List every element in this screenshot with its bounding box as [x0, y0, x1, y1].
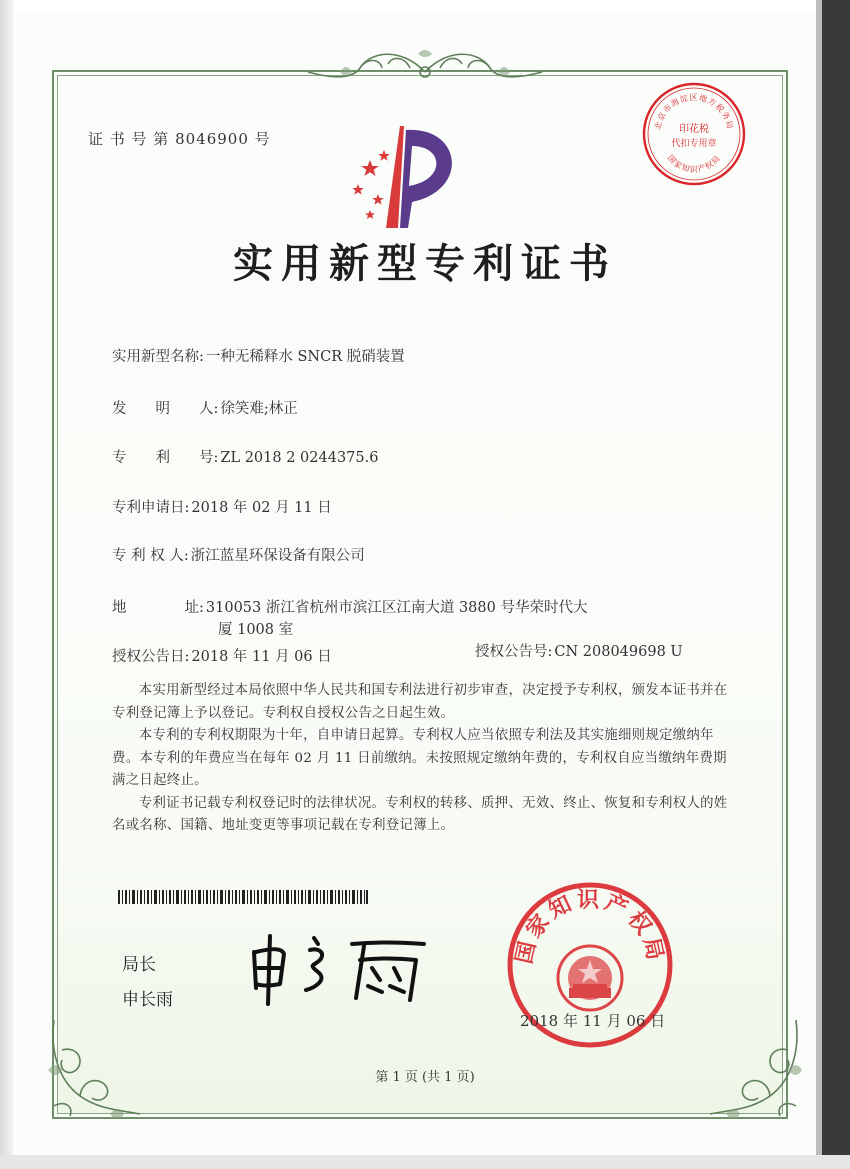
- field-grant-announcement-number: [475, 640, 683, 661]
- field-patent-number: [112, 446, 378, 467]
- field-label: 授权公告号:: [475, 644, 553, 660]
- field-label: 专 利 权 人:: [112, 548, 189, 564]
- field-label: 地 址:: [112, 600, 204, 616]
- handwritten-signature: [248, 930, 438, 1010]
- body-paragraph: 本实用新型经过本局依照中华人民共和国专利法进行初步审查，决定授予专利权，颁发本证书并在专利登记簿上予以登记。专利权自授权公告之日起生效。: [112, 683, 728, 721]
- field-grant-announcement-date: [112, 645, 332, 666]
- scan-edge-bottom: [0, 1155, 850, 1169]
- field-label: 专 利 号:: [112, 450, 219, 466]
- field-value: 一种无稀释水 SNCR 脱硝装置: [205, 349, 405, 365]
- svg-text:国家知识产权局: [512, 888, 668, 966]
- certificate-title: 实用新型专利证书: [233, 240, 617, 287]
- page-footer: 第 1 页 (共 1 页): [375, 1070, 475, 1085]
- field-patentee: [112, 544, 365, 565]
- field-value: 浙江蓝星环保设备有限公司: [190, 548, 365, 564]
- seal-small-line2: 代扣专用章: [671, 139, 717, 149]
- certificate-body-text: [112, 680, 738, 838]
- field-inventor: [112, 397, 298, 418]
- scan-edge-right: [822, 0, 850, 1169]
- top-ornament: [300, 42, 550, 90]
- signatory-name: 申长雨: [122, 990, 173, 1010]
- field-value: 310053 浙江省杭州市滨江区江南大道 3880 号华荣时代大: [205, 600, 588, 616]
- seal-small-outer-text: 北京市海淀区地方税务局: [653, 93, 735, 131]
- seal-small-bottom-text: 国家知识产权局: [665, 153, 723, 174]
- field-label: 发 明 人:: [112, 401, 219, 417]
- scan-edge-left: [0, 0, 14, 1169]
- field-value: 徐笑难;林正: [220, 401, 298, 417]
- certificate-number: 证 书 号 第 8046900 号: [88, 130, 271, 148]
- field-value: 2018 年 11 月 06 日: [191, 649, 332, 665]
- signatory-title: 局长: [122, 955, 156, 975]
- seal-small-line1: 印花税: [679, 124, 709, 135]
- field-label: 实用新型名称:: [112, 349, 204, 365]
- field-value: 厦 1008 室: [218, 622, 294, 638]
- body-paragraph: 本专利的专利权期限为十年，自申请日起算。专利权人应当依照专利法及其实施细则规定缴纳年费。本专利的年费应当在每年 02 月 11 日前缴纳。未按照规定缴纳年费的，专利权自应当缴纳年费期满之日起终止。: [112, 728, 727, 788]
- field-address-line2: [216, 618, 293, 639]
- field-value: CN 208049698 U: [554, 644, 683, 660]
- field-utility-model-name: [112, 345, 405, 366]
- field-label: 授权公告日:: [112, 649, 190, 665]
- issue-date: 2018 年 11 月 06 日: [520, 1012, 666, 1030]
- patent-office-logo: [342, 120, 472, 230]
- seal-text: 国家知识产权局: [512, 888, 668, 967]
- body-paragraph: 专利证书记载专利权登记时的法律状况。专利权的转移、质押、无效、终止、恢复和专利权人的姓名或名称、国籍、地址变更等事项记载在专利登记簿上。: [112, 795, 728, 833]
- field-label: 专利申请日:: [112, 500, 190, 516]
- field-value: ZL 2018 2 0244375.6: [220, 450, 379, 466]
- field-value: 2018 年 02 月 11 日: [191, 500, 332, 516]
- stamp-duty-seal: [640, 80, 748, 188]
- field-address: [112, 596, 587, 617]
- svg-text:国家知识产权局: [666, 153, 723, 174]
- barcode: [118, 890, 368, 904]
- field-filing-date: [112, 496, 332, 517]
